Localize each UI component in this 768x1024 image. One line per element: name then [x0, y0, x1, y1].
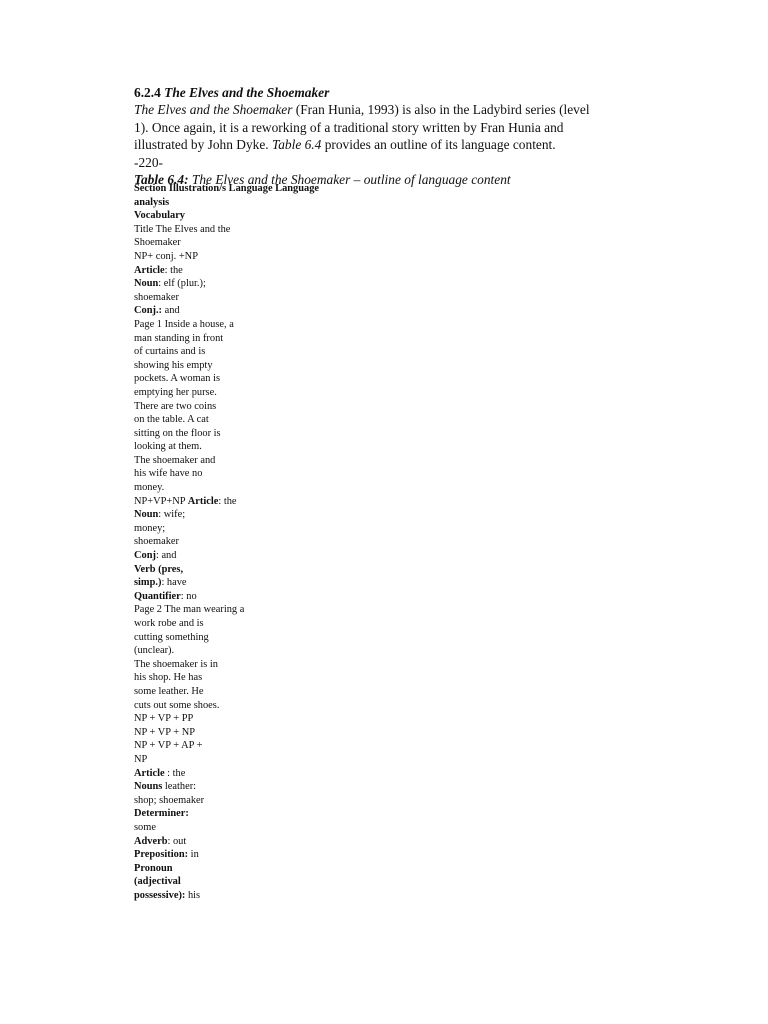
table-line: [134, 835, 384, 849]
table-line-text: There are two coins: [134, 400, 217, 412]
table-line-label: Noun: [134, 509, 159, 521]
table-line-text: money;: [134, 522, 166, 534]
table-line-label: Conj.:: [134, 305, 162, 317]
table-line-label: Pronoun: [134, 862, 173, 874]
table-line-text: : wife;: [158, 509, 186, 521]
table-line: [134, 685, 384, 699]
table-reference: Table 6.4: [271, 137, 322, 153]
section-heading: [134, 84, 604, 101]
table-line-text: on the table. A cat: [134, 414, 209, 426]
table-line: [134, 495, 384, 509]
table-line: [134, 807, 384, 821]
table-line: [134, 631, 384, 645]
section-title: The Elves and the Shoemaker: [164, 85, 330, 100]
table-line-text: NP+ conj. +NP: [134, 250, 198, 262]
table-line: [134, 794, 384, 808]
table-line-label: Article: [187, 495, 219, 507]
table-line: [134, 386, 384, 400]
table-line: [134, 617, 384, 631]
table-line-text: work robe and is: [134, 618, 204, 629]
table-line-text: Page 2 The man wearing a: [134, 604, 245, 616]
table-line-text: : and: [155, 550, 177, 562]
section-number: 6.2.4: [134, 85, 161, 100]
table-line: [134, 264, 384, 278]
table-line: [134, 182, 384, 196]
table-line: [134, 209, 384, 223]
intro-line-3b: provides an outline of its language content.: [321, 137, 556, 153]
table-line: [134, 223, 384, 237]
table-line-text: NP + VP + AP +: [134, 740, 203, 752]
page-number: -220-: [134, 154, 164, 170]
table-line-text: man standing in front: [134, 332, 224, 344]
table-line-label: Section Illustration/s Language Language: [134, 183, 320, 194]
table-line: [134, 644, 384, 658]
table-line-text: (unclear).: [134, 645, 175, 657]
table-line-text: Shoemaker: [134, 237, 181, 249]
table-line: [134, 780, 384, 794]
table-line-text: NP + VP + NP: [134, 726, 195, 738]
table-line-text: The shoemaker is in: [134, 658, 218, 670]
table-line-text: cuts out some shoes.: [134, 699, 220, 711]
table-line: [134, 372, 384, 386]
table-line: [134, 848, 384, 862]
table-line: [134, 549, 384, 563]
table-line: [134, 413, 384, 427]
table-line-label: Nouns: [134, 781, 163, 793]
table-line-text: shop; shoemaker: [134, 794, 205, 806]
table-line: [134, 590, 384, 604]
table-line-text: some leather. He: [134, 685, 204, 697]
table-line-label: Article: [134, 264, 165, 276]
table-line: [134, 875, 384, 889]
table-line: [134, 576, 384, 590]
table-line: [134, 889, 384, 903]
table-line-text: his wife have no: [134, 468, 203, 480]
table-line: [134, 236, 384, 250]
table-line: [134, 767, 384, 781]
table-line: [134, 345, 384, 359]
book-title: The Elves and the Shoemaker: [134, 102, 293, 118]
table-line: [134, 291, 384, 305]
table-line-text: his shop. He has: [134, 672, 203, 684]
table-line-label: possessive):: [134, 889, 186, 901]
table-line-label: Adverb: [134, 835, 168, 847]
table-line-label: Verb (pres,: [134, 563, 184, 575]
table-line: [134, 304, 384, 318]
table-line-text: : have: [161, 577, 187, 589]
table-line: [134, 739, 384, 753]
table-line: [134, 522, 384, 536]
intro-line-3a: illustrated by John Dyke.: [134, 137, 272, 153]
table-line: [134, 359, 384, 373]
table-line: [134, 671, 384, 685]
table-line-text: looking at them.: [134, 441, 202, 453]
table-line-text: Page 1 Inside a house, a: [134, 318, 234, 330]
table-line-text: some: [134, 821, 156, 833]
table-content-column: [134, 182, 384, 902]
table-line: [134, 332, 384, 346]
table-line-text: shoemaker: [134, 291, 180, 303]
table-line: [134, 454, 384, 468]
table-line-text: and: [162, 305, 180, 317]
table-line-label: Article: [134, 767, 165, 779]
table-line-text: : out: [167, 835, 187, 847]
table-line: [134, 427, 384, 441]
table-line-text: of curtains and is: [134, 346, 206, 358]
table-line-text: shoemaker: [134, 536, 180, 548]
intro-line-2: 1). Once again, it is a reworking of a traditional story written by Fran Hunia and: [134, 119, 564, 135]
table-line-text: NP + VP + PP: [134, 713, 194, 725]
table-line-text: Title The Elves and the: [134, 223, 231, 235]
table-line: [134, 508, 384, 522]
table-line-text: in: [188, 849, 199, 861]
table-line: [134, 440, 384, 454]
table-line-label: Vocabulary: [134, 210, 185, 222]
table-line-label: Determiner:: [134, 808, 189, 820]
table-line: [134, 535, 384, 549]
table-line-text: : elf (plur.);: [158, 278, 206, 290]
table-line-text: showing his empty: [134, 359, 213, 371]
table-line-text: money.: [134, 482, 165, 494]
table-line: [134, 277, 384, 291]
table-line: [134, 699, 384, 713]
intro-block: [134, 84, 604, 188]
table-line-label: Conj: [134, 550, 156, 562]
table-line: [134, 726, 384, 740]
table-line-label: (adjectival: [134, 876, 181, 888]
table-line-text: The shoemaker and: [134, 454, 216, 466]
table-line: [134, 712, 384, 726]
intro-line-1: (Fran Hunia, 1993) is also in the Ladybird series (level: [292, 102, 590, 118]
table-line-label: analysis: [134, 196, 170, 208]
intro-paragraph: [134, 101, 604, 153]
table-line: [134, 658, 384, 672]
table-line-text: : the: [218, 495, 237, 507]
table-line-text: NP+VP+NP: [134, 495, 188, 507]
table-line: [134, 318, 384, 332]
table-line: [134, 467, 384, 481]
table-line: [134, 481, 384, 495]
table-line: [134, 603, 384, 617]
table-line-text: cutting something: [134, 631, 209, 643]
table-line-text: pockets. A woman is: [134, 373, 221, 385]
table-line-text: his: [185, 889, 201, 901]
table-line-text: : the: [164, 767, 186, 779]
table-line-label: Quantifier: [134, 590, 181, 602]
table-line: [134, 250, 384, 264]
table-line: [134, 862, 384, 876]
table-line: [134, 563, 384, 577]
table-line-label: Preposition:: [134, 849, 189, 861]
table-line-text: : the: [164, 264, 183, 276]
table-line-label: simp.): [134, 577, 162, 589]
table-line: [134, 753, 384, 767]
table-line: [134, 821, 384, 835]
caption-label: Table 6.4:: [134, 172, 189, 188]
table-line-text: leather:: [162, 781, 197, 793]
caption-text: The Elves and the Shoemaker – outline of language content: [188, 172, 511, 188]
table-line-text: : no: [180, 590, 197, 602]
table-line-text: emptying her purse.: [134, 386, 217, 398]
table-line: [134, 400, 384, 414]
table-line: [134, 196, 384, 210]
table-line-text: NP: [134, 753, 148, 765]
table-line-label: Noun: [134, 278, 159, 290]
table-line-text: sitting on the floor is: [134, 427, 221, 439]
